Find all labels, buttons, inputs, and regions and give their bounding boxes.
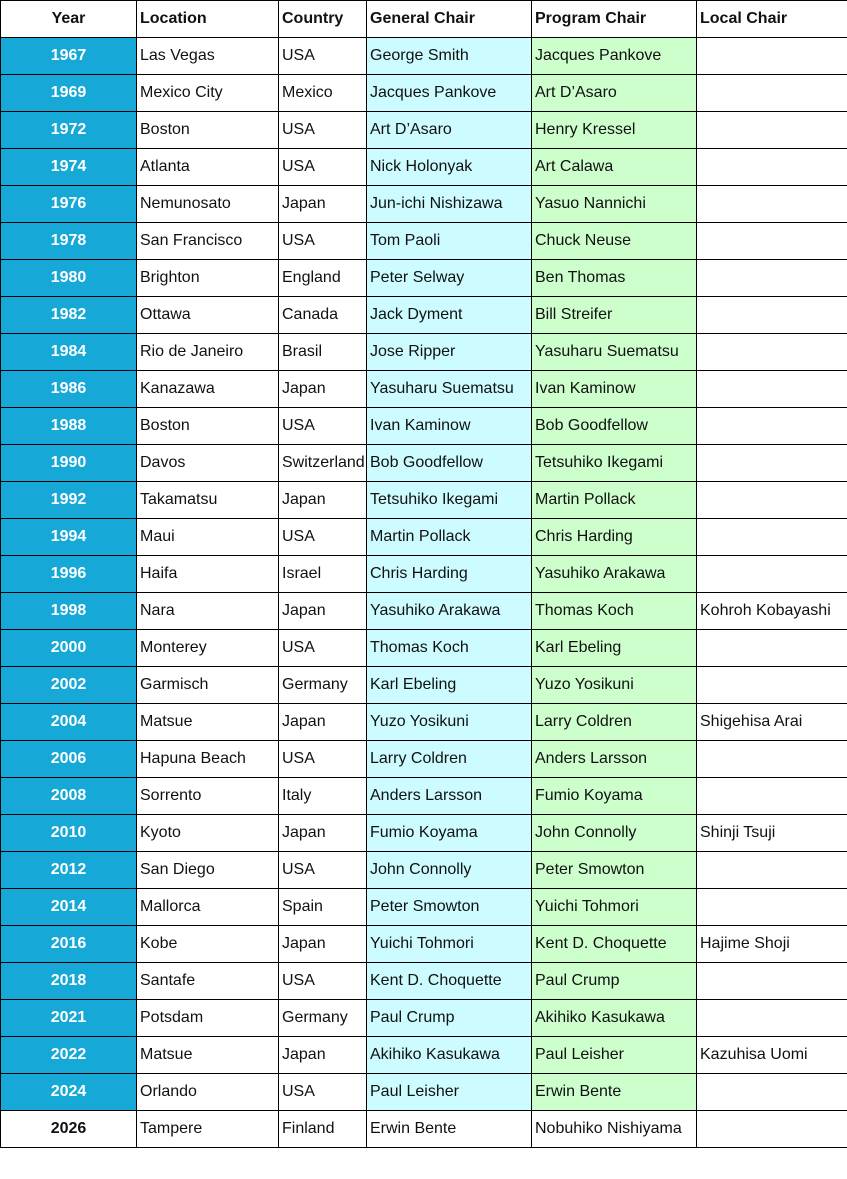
cell-year: 2010 bbox=[1, 815, 137, 852]
cell-general-chair: Jacques Pankove bbox=[367, 75, 532, 112]
cell-location: Matsue bbox=[137, 704, 279, 741]
cell-year: 2006 bbox=[1, 741, 137, 778]
cell-year: 2002 bbox=[1, 667, 137, 704]
cell-year: 1996 bbox=[1, 556, 137, 593]
cell-program-chair: John Connolly bbox=[532, 815, 697, 852]
cell-general-chair: Akihiko Kasukawa bbox=[367, 1037, 532, 1074]
cell-country: USA bbox=[279, 38, 367, 75]
cell-local-chair bbox=[697, 38, 847, 75]
table-row bbox=[1, 556, 847, 593]
cell-program-chair: Yuzo Yosikuni bbox=[532, 667, 697, 704]
cell-local-chair bbox=[697, 371, 847, 408]
table-row bbox=[1, 38, 847, 75]
cell-local-chair: Hajime Shoji bbox=[697, 926, 847, 963]
cell-local-chair bbox=[697, 889, 847, 926]
table-row bbox=[1, 815, 847, 852]
cell-general-chair: Larry Coldren bbox=[367, 741, 532, 778]
cell-country: Japan bbox=[279, 186, 367, 223]
cell-general-chair: Paul Crump bbox=[367, 1000, 532, 1037]
cell-location: Matsue bbox=[137, 1037, 279, 1074]
cell-program-chair: Ben Thomas bbox=[532, 260, 697, 297]
cell-program-chair: Tetsuhiko Ikegami bbox=[532, 445, 697, 482]
cell-year: 1988 bbox=[1, 408, 137, 445]
cell-program-chair: Bill Streifer bbox=[532, 297, 697, 334]
cell-general-chair: Thomas Koch bbox=[367, 630, 532, 667]
cell-year: 2018 bbox=[1, 963, 137, 1000]
cell-country: Mexico bbox=[279, 75, 367, 112]
cell-year: 1994 bbox=[1, 519, 137, 556]
table-row bbox=[1, 371, 847, 408]
table-row bbox=[1, 482, 847, 519]
cell-local-chair bbox=[697, 334, 847, 371]
cell-local-chair bbox=[697, 445, 847, 482]
header-general-chair: General Chair bbox=[367, 1, 532, 38]
cell-local-chair bbox=[697, 778, 847, 815]
cell-year: 1986 bbox=[1, 371, 137, 408]
cell-general-chair: Kent D. Choquette bbox=[367, 963, 532, 1000]
cell-local-chair bbox=[697, 1074, 847, 1111]
cell-location: Orlando bbox=[137, 1074, 279, 1111]
cell-country: Japan bbox=[279, 482, 367, 519]
cell-program-chair: Ivan Kaminow bbox=[532, 371, 697, 408]
cell-country: Israel bbox=[279, 556, 367, 593]
cell-program-chair: Yasuhiko Arakawa bbox=[532, 556, 697, 593]
cell-location: Atlanta bbox=[137, 149, 279, 186]
cell-local-chair bbox=[697, 667, 847, 704]
cell-country: USA bbox=[279, 149, 367, 186]
cell-country: USA bbox=[279, 223, 367, 260]
table-row bbox=[1, 1000, 847, 1037]
cell-program-chair: Peter Smowton bbox=[532, 852, 697, 889]
cell-year: 1982 bbox=[1, 297, 137, 334]
cell-location: Mexico City bbox=[137, 75, 279, 112]
table-row bbox=[1, 260, 847, 297]
cell-local-chair bbox=[697, 408, 847, 445]
cell-local-chair: Shigehisa Arai bbox=[697, 704, 847, 741]
table-row bbox=[1, 852, 847, 889]
cell-program-chair: Larry Coldren bbox=[532, 704, 697, 741]
cell-country: USA bbox=[279, 1074, 367, 1111]
cell-general-chair: Tom Paoli bbox=[367, 223, 532, 260]
table-row bbox=[1, 75, 847, 112]
cell-local-chair bbox=[697, 297, 847, 334]
cell-location: Kobe bbox=[137, 926, 279, 963]
cell-location: Maui bbox=[137, 519, 279, 556]
header-program-chair: Program Chair bbox=[532, 1, 697, 38]
cell-location: Davos bbox=[137, 445, 279, 482]
cell-location: Mallorca bbox=[137, 889, 279, 926]
cell-general-chair: Chris Harding bbox=[367, 556, 532, 593]
table-row bbox=[1, 186, 847, 223]
cell-location: San Diego bbox=[137, 852, 279, 889]
cell-general-chair: Yasuharu Suematsu bbox=[367, 371, 532, 408]
cell-year: 1967 bbox=[1, 38, 137, 75]
cell-local-chair: Shinji Tsuji bbox=[697, 815, 847, 852]
table-row bbox=[1, 1074, 847, 1111]
cell-general-chair: John Connolly bbox=[367, 852, 532, 889]
cell-program-chair: Kent D. Choquette bbox=[532, 926, 697, 963]
table-row bbox=[1, 408, 847, 445]
cell-year: 2021 bbox=[1, 1000, 137, 1037]
header-year: Year bbox=[1, 1, 137, 38]
cell-location: Boston bbox=[137, 112, 279, 149]
header-local-chair: Local Chair bbox=[697, 1, 847, 38]
table-row bbox=[1, 741, 847, 778]
cell-country: Germany bbox=[279, 1000, 367, 1037]
cell-year: 1976 bbox=[1, 186, 137, 223]
cell-general-chair: Erwin Bente bbox=[367, 1111, 532, 1148]
cell-country: USA bbox=[279, 112, 367, 149]
cell-country: USA bbox=[279, 630, 367, 667]
cell-year: 1980 bbox=[1, 260, 137, 297]
cell-country: Canada bbox=[279, 297, 367, 334]
table-row bbox=[1, 704, 847, 741]
cell-year: 1974 bbox=[1, 149, 137, 186]
cell-program-chair: Fumio Koyama bbox=[532, 778, 697, 815]
cell-general-chair: Peter Selway bbox=[367, 260, 532, 297]
table-row bbox=[1, 963, 847, 1000]
cell-location: Hapuna Beach bbox=[137, 741, 279, 778]
cell-local-chair bbox=[697, 149, 847, 186]
cell-location: Kanazawa bbox=[137, 371, 279, 408]
cell-program-chair: Yasuo Nannichi bbox=[532, 186, 697, 223]
table-row bbox=[1, 1037, 847, 1074]
cell-program-chair: Anders Larsson bbox=[532, 741, 697, 778]
cell-country: USA bbox=[279, 852, 367, 889]
cell-general-chair: Peter Smowton bbox=[367, 889, 532, 926]
table-row bbox=[1, 334, 847, 371]
cell-program-chair: Yasuharu Suematsu bbox=[532, 334, 697, 371]
cell-year: 2022 bbox=[1, 1037, 137, 1074]
cell-program-chair: Chris Harding bbox=[532, 519, 697, 556]
cell-general-chair: Paul Leisher bbox=[367, 1074, 532, 1111]
cell-year: 2014 bbox=[1, 889, 137, 926]
table-row bbox=[1, 112, 847, 149]
cell-program-chair: Paul Crump bbox=[532, 963, 697, 1000]
cell-location: Kyoto bbox=[137, 815, 279, 852]
cell-year: 2008 bbox=[1, 778, 137, 815]
cell-local-chair bbox=[697, 963, 847, 1000]
cell-program-chair: Art D’Asaro bbox=[532, 75, 697, 112]
cell-location: Sorrento bbox=[137, 778, 279, 815]
cell-local-chair bbox=[697, 112, 847, 149]
cell-local-chair bbox=[697, 75, 847, 112]
cell-local-chair bbox=[697, 482, 847, 519]
cell-year: 1990 bbox=[1, 445, 137, 482]
table-row bbox=[1, 926, 847, 963]
cell-program-chair: Chuck Neuse bbox=[532, 223, 697, 260]
cell-year: 2012 bbox=[1, 852, 137, 889]
cell-local-chair bbox=[697, 630, 847, 667]
cell-country: Germany bbox=[279, 667, 367, 704]
cell-program-chair: Jacques Pankove bbox=[532, 38, 697, 75]
cell-country: Japan bbox=[279, 1037, 367, 1074]
cell-location: Brighton bbox=[137, 260, 279, 297]
cell-program-chair: Paul Leisher bbox=[532, 1037, 697, 1074]
cell-country: Spain bbox=[279, 889, 367, 926]
cell-general-chair: Fumio Koyama bbox=[367, 815, 532, 852]
cell-general-chair: Tetsuhiko Ikegami bbox=[367, 482, 532, 519]
table-row bbox=[1, 297, 847, 334]
cell-general-chair: Martin Pollack bbox=[367, 519, 532, 556]
cell-year: 1972 bbox=[1, 112, 137, 149]
cell-location: Nara bbox=[137, 593, 279, 630]
header-country: Country bbox=[279, 1, 367, 38]
cell-country: Switzerland bbox=[279, 445, 367, 482]
cell-country: Finland bbox=[279, 1111, 367, 1148]
cell-country: Japan bbox=[279, 926, 367, 963]
cell-location: Potsdam bbox=[137, 1000, 279, 1037]
header-location: Location bbox=[137, 1, 279, 38]
table-row bbox=[1, 149, 847, 186]
table-row bbox=[1, 519, 847, 556]
cell-program-chair: Akihiko Kasukawa bbox=[532, 1000, 697, 1037]
cell-local-chair: Kohroh Kobayashi bbox=[697, 593, 847, 630]
cell-general-chair: Yuichi Tohmori bbox=[367, 926, 532, 963]
cell-year: 1998 bbox=[1, 593, 137, 630]
cell-local-chair bbox=[697, 1111, 847, 1148]
cell-year: 2016 bbox=[1, 926, 137, 963]
cell-local-chair bbox=[697, 556, 847, 593]
cell-location: Takamatsu bbox=[137, 482, 279, 519]
header-row bbox=[1, 1, 847, 38]
cell-year: 2024 bbox=[1, 1074, 137, 1111]
cell-location: Monterey bbox=[137, 630, 279, 667]
cell-general-chair: George Smith bbox=[367, 38, 532, 75]
cell-location: Ottawa bbox=[137, 297, 279, 334]
cell-location: Santafe bbox=[137, 963, 279, 1000]
cell-program-chair: Karl Ebeling bbox=[532, 630, 697, 667]
cell-program-chair: Nobuhiko Nishiyama bbox=[532, 1111, 697, 1148]
cell-location: Las Vegas bbox=[137, 38, 279, 75]
table-row bbox=[1, 593, 847, 630]
cell-country: Brasil bbox=[279, 334, 367, 371]
cell-year: 1984 bbox=[1, 334, 137, 371]
cell-year: 2000 bbox=[1, 630, 137, 667]
cell-general-chair: Karl Ebeling bbox=[367, 667, 532, 704]
cell-country: Japan bbox=[279, 704, 367, 741]
cell-program-chair: Thomas Koch bbox=[532, 593, 697, 630]
cell-country: USA bbox=[279, 519, 367, 556]
cell-location: Boston bbox=[137, 408, 279, 445]
table-row bbox=[1, 630, 847, 667]
cell-country: Japan bbox=[279, 815, 367, 852]
cell-year: 2026 bbox=[1, 1111, 137, 1148]
cell-general-chair: Yasuhiko Arakawa bbox=[367, 593, 532, 630]
cell-year: 1978 bbox=[1, 223, 137, 260]
cell-program-chair: Yuichi Tohmori bbox=[532, 889, 697, 926]
cell-location: Tampere bbox=[137, 1111, 279, 1148]
cell-general-chair: Bob Goodfellow bbox=[367, 445, 532, 482]
cell-local-chair bbox=[697, 519, 847, 556]
cell-year: 2004 bbox=[1, 704, 137, 741]
cell-local-chair bbox=[697, 852, 847, 889]
cell-local-chair bbox=[697, 260, 847, 297]
cell-country: England bbox=[279, 260, 367, 297]
cell-program-chair: Martin Pollack bbox=[532, 482, 697, 519]
cell-local-chair bbox=[697, 1000, 847, 1037]
cell-country: Japan bbox=[279, 371, 367, 408]
cell-general-chair: Anders Larsson bbox=[367, 778, 532, 815]
cell-local-chair bbox=[697, 741, 847, 778]
cell-program-chair: Art Calawa bbox=[532, 149, 697, 186]
cell-country: Japan bbox=[279, 593, 367, 630]
table-row bbox=[1, 667, 847, 704]
cell-general-chair: Ivan Kaminow bbox=[367, 408, 532, 445]
table-row bbox=[1, 778, 847, 815]
table-body bbox=[1, 38, 847, 1148]
cell-location: Rio de Janeiro bbox=[137, 334, 279, 371]
cell-location: Nemunosato bbox=[137, 186, 279, 223]
cell-program-chair: Bob Goodfellow bbox=[532, 408, 697, 445]
cell-local-chair: Kazuhisa Uomi bbox=[697, 1037, 847, 1074]
cell-local-chair bbox=[697, 223, 847, 260]
cell-general-chair: Jun-ichi Nishizawa bbox=[367, 186, 532, 223]
cell-country: USA bbox=[279, 963, 367, 1000]
cell-general-chair: Jack Dyment bbox=[367, 297, 532, 334]
table-row bbox=[1, 445, 847, 482]
cell-country: Italy bbox=[279, 778, 367, 815]
table-row bbox=[1, 223, 847, 260]
cell-program-chair: Henry Kressel bbox=[532, 112, 697, 149]
cell-year: 1992 bbox=[1, 482, 137, 519]
cell-country: USA bbox=[279, 408, 367, 445]
cell-country: USA bbox=[279, 741, 367, 778]
cell-general-chair: Yuzo Yosikuni bbox=[367, 704, 532, 741]
table-row bbox=[1, 889, 847, 926]
cell-local-chair bbox=[697, 186, 847, 223]
cell-program-chair: Erwin Bente bbox=[532, 1074, 697, 1111]
cell-general-chair: Jose Ripper bbox=[367, 334, 532, 371]
cell-location: San Francisco bbox=[137, 223, 279, 260]
cell-location: Haifa bbox=[137, 556, 279, 593]
table-row bbox=[1, 1111, 847, 1148]
cell-general-chair: Nick Holonyak bbox=[367, 149, 532, 186]
cell-general-chair: Art D’Asaro bbox=[367, 112, 532, 149]
cell-location: Garmisch bbox=[137, 667, 279, 704]
cell-year: 1969 bbox=[1, 75, 137, 112]
